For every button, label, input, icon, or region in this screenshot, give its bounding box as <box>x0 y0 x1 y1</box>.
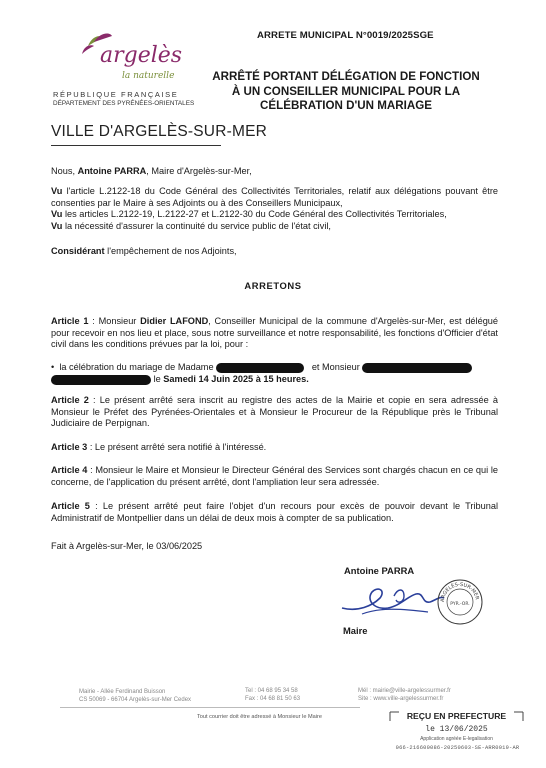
footer-address-2: CS 50069 - 66704 Argelès-sur-Mer Cedex <box>79 697 192 703</box>
svg-text:PYR.-OR.: PYR.-OR. <box>450 602 470 607</box>
footer-divider <box>60 707 360 708</box>
article-1-bullet-line2: le Samedi 14 Juin 2025 à 15 heures. <box>51 374 498 386</box>
receipt-title: REÇU EN PREFECTURE <box>406 711 507 721</box>
decree-reference: ARRETE MUNICIPAL N°0019/2025SGE <box>257 30 434 41</box>
city-name: VILLE D'ARGELÈS-SUR-MER <box>51 123 267 140</box>
city-logo <box>70 32 190 90</box>
footer-note: Tout courrier doit être adressé à Monsieur le Maire <box>197 714 322 720</box>
mayor-name: Antoine PARRA <box>77 166 147 176</box>
arretons-heading: ARRETONS <box>244 280 302 291</box>
redaction-groom-cont <box>51 375 151 385</box>
redaction-bride <box>216 363 304 373</box>
nous-paragraph: Nous, Antoine PARRA, Maire d'Argelès-sur-Mer, <box>51 166 252 176</box>
vu-item-2: Vu les articles L.2122-19, L.2122-27 et L.2122-30 du Code Général des Collectivités Territoriales, <box>51 209 447 220</box>
article-2: Article 2 : Le présent arrêté sera inscrit au registre des actes de la Mairie et copie en sera adressée à Monsieur le Préfet des Pyrénées-Orientales et à Monsieur le Procureur de la République près le Tribunal Judiciaire de Perpignan. <box>51 395 498 429</box>
department-label: DÉPARTEMENT DES PYRÉNÉES-ORIENTALES <box>53 100 195 107</box>
footer-site: Site : www.ville-argelessurmer.fr <box>358 696 444 702</box>
vu-item-3: Vu la nécessité d'assurer la continuité du service public de l'état civil, <box>51 220 331 231</box>
receipt-date: le 13/06/2025 <box>425 725 488 734</box>
title-line-1: ARRÊTÉ PORTANT DÉLÉGATION DE FONCTION <box>212 70 480 83</box>
article-1-bullet: • la célébration du mariage de Madame et Monsieur <box>51 362 498 374</box>
article-5: Article 5 : Le présent arrêté peut faire l'objet d'un recours pour excès de pouvoir devant le Tribunal Administratif de Montpellier dans un délai de deux mois à compter de sa publication. <box>51 501 498 523</box>
vu-item-1: Vu l'article L.2122-18 du Code Général des Collectivités Territoriales, relatif aux délégations pouvant être consenties par le Maire à ses Adjoints ou à des Conseillers Municipaux, <box>51 186 498 208</box>
receipt-id: 066-216600086-20250603-SE-ARR0019-AR <box>395 745 520 751</box>
handwritten-signature <box>338 578 448 622</box>
ceremony-date: Samedi 14 Juin 2025 à 15 heures. <box>163 374 309 384</box>
article-3: Article 3 : Le présent arrêté sera notifié à l'intéressé. <box>51 442 267 452</box>
city-underline <box>51 145 221 146</box>
logo-wordmark: argelès <box>100 43 183 68</box>
title-line-3: CÉLÉBRATION D'UN MARIAGE <box>260 99 432 112</box>
footer-fax: Fax : 04 68 81 50 63 <box>245 696 301 702</box>
bullet-icon: • <box>51 362 60 372</box>
official-seal <box>436 578 484 626</box>
fait-line: Fait à Argelès-sur-Mer, le 03/06/2025 <box>51 541 203 551</box>
prefecture-receipt-stamp <box>389 711 524 758</box>
footer-address-1: Mairie - Allée Ferdinand Buisson <box>79 689 166 695</box>
signer-role: Maire <box>343 625 368 636</box>
republic-label: RÉPUBLIQUE FRANÇAISE <box>53 90 179 99</box>
redaction-groom <box>362 363 472 373</box>
logo-subtitle: la naturelle <box>122 71 175 81</box>
footer-tel: Tel : 04 68 95 34 58 <box>245 688 298 694</box>
receipt-note: Application agréée E-legalisation <box>420 736 493 742</box>
decree-title <box>196 70 496 114</box>
svg-text:ARGELÈS-SUR-MER: ARGELÈS-SUR-MER <box>439 581 480 603</box>
signer-name: Antoine PARRA <box>344 565 415 576</box>
considerant-paragraph: Considérant l'empêchement de nos Adjoints, <box>51 246 237 256</box>
vu-paragraph <box>51 186 498 232</box>
title-line-2: À UN CONSEILLER MUNICIPAL POUR LA <box>231 84 461 98</box>
article-4: Article 4 : Monsieur le Maire et Monsieur le Directeur Général des Services sont chargés chacun en ce qui le concerne, de l'application du présent arrêté, dont l'ampliation leur sera adressée. <box>51 465 498 487</box>
article-1: Article 1 : Monsieur Didier LAFOND, Conseiller Municipal de la commune d'Argelès-sur-Mer, est délégué pour recevoir en nos lieu et place, sous notre surveillance et notre responsabilité, les fonctions d'Officier d'état civil dans les conditions prévues par la loi, pour : <box>51 316 499 350</box>
footer-mail: Mél : mairie@ville-argelessurmer.fr <box>358 688 451 694</box>
